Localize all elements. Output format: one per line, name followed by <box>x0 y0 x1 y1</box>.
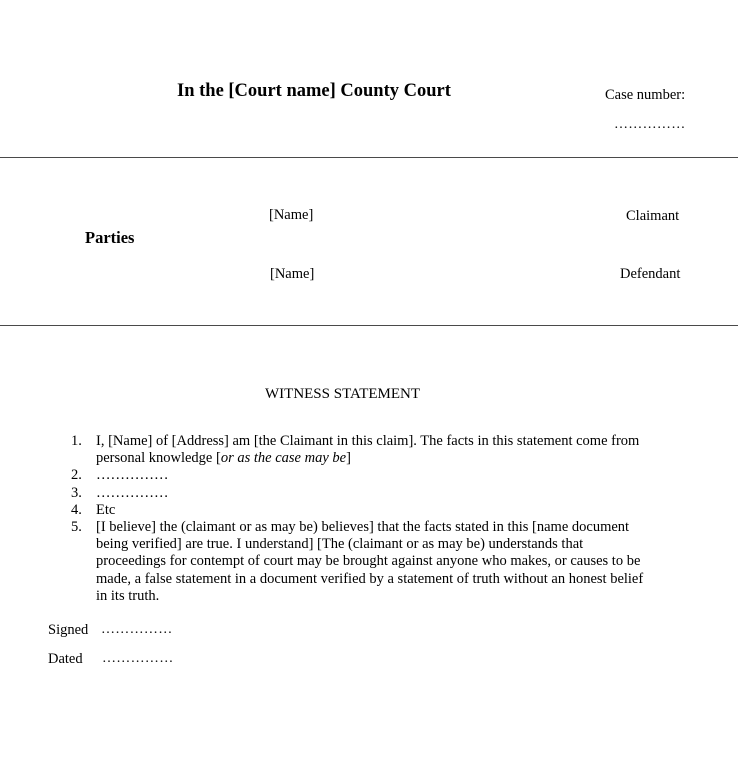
claimant-role: Claimant <box>626 208 680 224</box>
statement-list <box>0 433 738 605</box>
case-number-label: Case number: <box>605 87 686 103</box>
list-item <box>0 433 738 467</box>
dated-label: Dated <box>48 651 83 667</box>
list-item-number: 4. <box>71 501 82 518</box>
list-item-number: 2. <box>71 467 82 484</box>
witness-statement-title: WITNESS STATEMENT <box>265 386 421 402</box>
case-number-field: …………… <box>614 117 686 132</box>
claimant-name: [Name] <box>269 207 314 223</box>
list-item-text: [I believe] the (claimant or as may be) believes] that the facts stated in this [name document being verified] are true. I understand] [The (claimant or as may be) understands that proceedings for contempt of court may be brought against anyone who makes, or causes to be made, a false statement in a document verified by a statement of truth without an honest belief in its truth. <box>96 518 644 604</box>
signed-field: …………… <box>101 622 173 637</box>
list-item-text: …………… <box>96 484 169 501</box>
bottom-divider <box>0 325 738 326</box>
dated-field: …………… <box>102 651 174 666</box>
list-item-number: 5. <box>71 518 82 535</box>
list-item <box>0 519 738 605</box>
list-item <box>0 467 738 484</box>
list-item-number: 3. <box>71 484 82 501</box>
list-item <box>0 502 738 519</box>
court-title: In the [Court name] County Court <box>177 81 451 101</box>
list-item-text: …………… <box>96 467 169 484</box>
list-item-number: 1. <box>71 433 82 449</box>
list-item <box>0 485 738 502</box>
parties-heading: Parties <box>85 228 135 247</box>
list-item-text: I, [Name] of [Address] am [the Claimant in this claim]. The facts in this statement come from personal knowledge [or as the case may be] <box>96 433 640 467</box>
signed-label: Signed <box>48 622 89 638</box>
top-divider <box>0 157 738 158</box>
list-item-text: Etc <box>96 501 116 518</box>
defendant-role: Defendant <box>620 266 681 282</box>
defendant-name: [Name] <box>270 266 315 282</box>
